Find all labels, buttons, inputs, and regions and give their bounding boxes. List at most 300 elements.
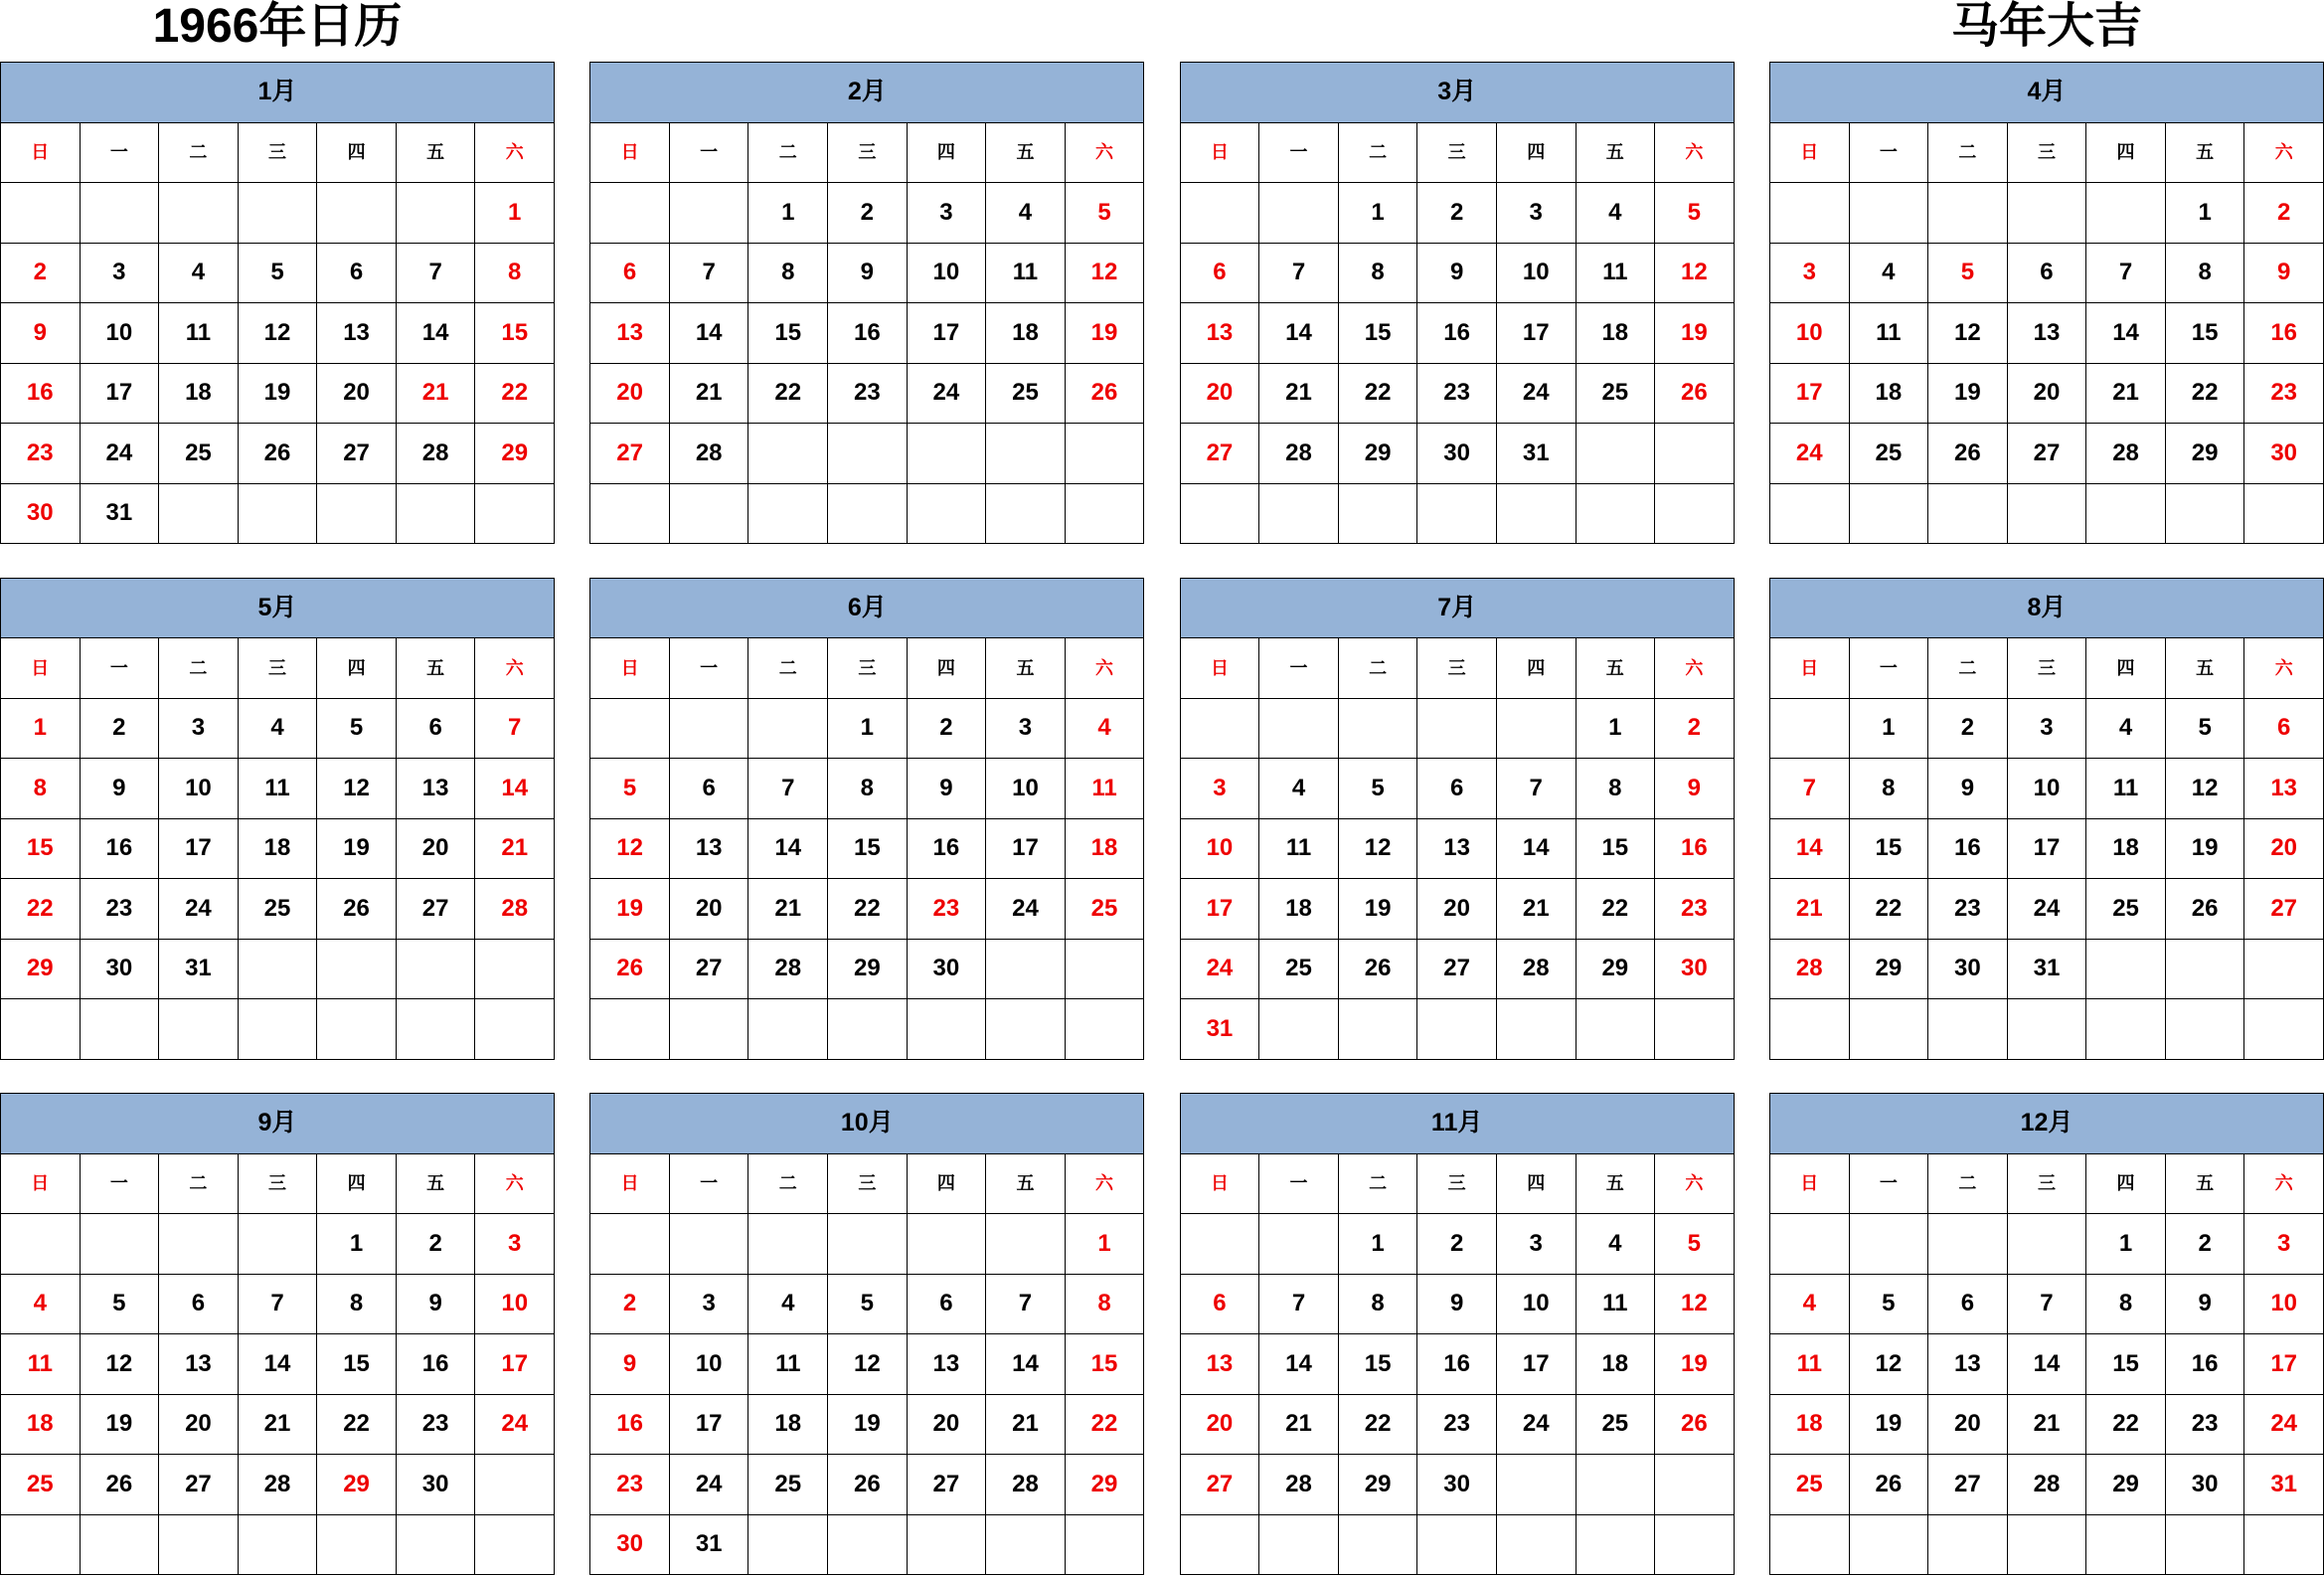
weekday-label: 四 <box>1497 123 1577 184</box>
day-cell: 13 <box>1181 303 1260 364</box>
day-cell: 25 <box>239 879 318 940</box>
day-cell: 15 <box>2166 303 2245 364</box>
weekday-label: 四 <box>317 1154 397 1215</box>
day-cell: 14 <box>1259 303 1339 364</box>
empty-day-cell <box>1850 1515 1929 1576</box>
day-cell: 14 <box>2008 1334 2087 1395</box>
day-cell: 3 <box>2008 699 2087 760</box>
day-cell: 28 <box>748 940 828 1000</box>
empty-day-cell <box>2008 999 2087 1060</box>
day-cell: 22 <box>828 879 908 940</box>
day-cell: 4 <box>1577 183 1656 244</box>
day-cell: 8 <box>1339 1275 1418 1335</box>
weekday-label: 日 <box>1770 1154 1850 1215</box>
weekday-label: 四 <box>908 638 987 699</box>
day-cell: 20 <box>590 364 670 425</box>
day-cell: 9 <box>81 759 160 819</box>
weekday-label: 六 <box>475 1154 555 1215</box>
empty-day-cell <box>1181 484 1260 545</box>
day-cell: 20 <box>1417 879 1497 940</box>
day-cell: 23 <box>908 879 987 940</box>
day-cell: 18 <box>1066 819 1145 880</box>
day-cell: 7 <box>475 699 555 760</box>
day-cell: 24 <box>2008 879 2087 940</box>
empty-day-cell <box>1339 1515 1418 1576</box>
empty-day-cell <box>2008 484 2087 545</box>
empty-day-cell <box>986 484 1066 545</box>
weekday-label: 五 <box>986 638 1066 699</box>
day-cell: 10 <box>159 759 239 819</box>
day-cell: 14 <box>475 759 555 819</box>
empty-day-cell <box>1181 183 1260 244</box>
day-cell: 6 <box>1417 759 1497 819</box>
weekday-label: 一 <box>1850 1154 1929 1215</box>
empty-day-cell <box>1 999 81 1060</box>
day-cell: 4 <box>1259 759 1339 819</box>
empty-day-cell <box>317 999 397 1060</box>
day-cell: 16 <box>1 364 81 425</box>
day-cell: 11 <box>2086 759 2166 819</box>
day-cell: 6 <box>1928 1275 2008 1335</box>
day-cell: 29 <box>1850 940 1929 1000</box>
weekday-label: 三 <box>239 1154 318 1215</box>
weekday-label: 一 <box>670 1154 749 1215</box>
day-cell: 21 <box>475 819 555 880</box>
day-cell: 9 <box>1928 759 2008 819</box>
weekday-label: 六 <box>1655 123 1735 184</box>
empty-day-cell <box>2008 183 2087 244</box>
empty-day-cell <box>1850 999 1929 1060</box>
day-cell: 12 <box>828 1334 908 1395</box>
day-cell: 20 <box>317 364 397 425</box>
day-cell: 15 <box>1577 819 1656 880</box>
day-cell: 18 <box>2086 819 2166 880</box>
day-cell: 11 <box>1850 303 1929 364</box>
day-cell: 9 <box>590 1334 670 1395</box>
month-title: 8月 <box>1770 579 2324 639</box>
month-calendar-9 <box>0 1093 555 1575</box>
empty-day-cell <box>1928 484 2008 545</box>
day-cell: 21 <box>397 364 476 425</box>
weekday-label: 六 <box>2244 123 2324 184</box>
day-cell: 12 <box>81 1334 160 1395</box>
day-cell: 7 <box>1770 759 1850 819</box>
day-cell: 22 <box>1577 879 1656 940</box>
day-cell: 21 <box>1259 1395 1339 1456</box>
weekday-label: 五 <box>2166 1154 2245 1215</box>
weekday-label: 日 <box>1181 638 1260 699</box>
day-cell: 10 <box>81 303 160 364</box>
day-cell: 30 <box>1655 940 1735 1000</box>
day-cell: 30 <box>2244 424 2324 484</box>
day-cell: 9 <box>908 759 987 819</box>
weekday-label: 二 <box>159 638 239 699</box>
weekday-label: 四 <box>908 1154 987 1215</box>
day-cell: 10 <box>2008 759 2087 819</box>
empty-day-cell <box>2244 484 2324 545</box>
weekday-label: 四 <box>317 123 397 184</box>
empty-day-cell <box>1770 484 1850 545</box>
day-cell: 12 <box>317 759 397 819</box>
day-cell: 3 <box>1497 183 1577 244</box>
empty-day-cell <box>1577 484 1656 545</box>
day-cell: 6 <box>908 1275 987 1335</box>
weekday-label: 六 <box>2244 638 2324 699</box>
day-cell: 29 <box>475 424 555 484</box>
day-cell: 10 <box>908 244 987 304</box>
day-cell: 28 <box>1770 940 1850 1000</box>
weekday-label: 一 <box>1850 123 1929 184</box>
weekday-label: 一 <box>1259 638 1339 699</box>
empty-day-cell <box>475 999 555 1060</box>
month-calendar-8 <box>1769 578 2324 1060</box>
empty-day-cell <box>1259 484 1339 545</box>
empty-day-cell <box>1577 424 1656 484</box>
day-cell: 14 <box>1497 819 1577 880</box>
day-cell: 17 <box>1497 1334 1577 1395</box>
day-cell: 6 <box>1181 1275 1260 1335</box>
weekday-label: 日 <box>1770 123 1850 184</box>
empty-day-cell <box>590 484 670 545</box>
day-cell: 12 <box>1655 244 1735 304</box>
empty-day-cell <box>159 183 239 244</box>
empty-day-cell <box>317 484 397 545</box>
empty-day-cell <box>2086 484 2166 545</box>
weekday-label: 三 <box>1417 123 1497 184</box>
weekday-label: 一 <box>81 638 160 699</box>
day-cell: 9 <box>1417 244 1497 304</box>
empty-day-cell <box>670 999 749 1060</box>
empty-day-cell <box>2166 999 2245 1060</box>
day-cell: 1 <box>1577 699 1656 760</box>
day-cell: 14 <box>670 303 749 364</box>
day-cell: 17 <box>1181 879 1260 940</box>
day-cell: 23 <box>397 1395 476 1456</box>
weekday-label: 六 <box>1066 123 1145 184</box>
day-cell: 12 <box>1850 1334 1929 1395</box>
day-cell: 28 <box>475 879 555 940</box>
empty-day-cell <box>397 484 476 545</box>
day-cell: 2 <box>2166 1214 2245 1275</box>
day-cell: 13 <box>159 1334 239 1395</box>
day-cell: 17 <box>670 1395 749 1456</box>
day-cell: 3 <box>1497 1214 1577 1275</box>
empty-day-cell <box>397 940 476 1000</box>
day-cell: 7 <box>1259 244 1339 304</box>
day-cell: 2 <box>397 1214 476 1275</box>
empty-day-cell <box>1497 484 1577 545</box>
weekday-label: 五 <box>397 638 476 699</box>
weekday-label: 三 <box>828 123 908 184</box>
empty-day-cell <box>1417 999 1497 1060</box>
weekday-label: 二 <box>159 1154 239 1215</box>
day-cell: 27 <box>1928 1455 2008 1515</box>
day-cell: 28 <box>1259 424 1339 484</box>
weekday-label: 二 <box>1928 123 2008 184</box>
calendar-grid <box>0 62 2324 1575</box>
day-cell: 17 <box>2008 819 2087 880</box>
day-cell: 2 <box>1 244 81 304</box>
weekday-label: 一 <box>81 1154 160 1215</box>
day-cell: 30 <box>1928 940 2008 1000</box>
weekday-label: 一 <box>1259 1154 1339 1215</box>
day-cell: 21 <box>670 364 749 425</box>
day-cell: 2 <box>908 699 987 760</box>
empty-day-cell <box>1066 424 1145 484</box>
empty-day-cell <box>670 183 749 244</box>
day-cell: 26 <box>317 879 397 940</box>
day-cell: 9 <box>2244 244 2324 304</box>
day-cell: 8 <box>748 244 828 304</box>
day-cell: 18 <box>986 303 1066 364</box>
day-cell: 7 <box>2008 1275 2087 1335</box>
empty-day-cell <box>1259 1214 1339 1275</box>
day-cell: 24 <box>2244 1395 2324 1456</box>
empty-day-cell <box>1497 1515 1577 1576</box>
weekday-label: 日 <box>1181 123 1260 184</box>
day-cell: 1 <box>1850 699 1929 760</box>
day-cell: 11 <box>239 759 318 819</box>
month-title: 9月 <box>1 1094 555 1154</box>
weekday-label: 二 <box>748 1154 828 1215</box>
day-cell: 11 <box>1577 1275 1656 1335</box>
day-cell: 12 <box>239 303 318 364</box>
day-cell: 11 <box>1 1334 81 1395</box>
empty-day-cell <box>317 940 397 1000</box>
day-cell: 11 <box>1770 1334 1850 1395</box>
day-cell: 17 <box>81 364 160 425</box>
weekday-label: 三 <box>239 123 318 184</box>
day-cell: 3 <box>908 183 987 244</box>
empty-day-cell <box>908 1214 987 1275</box>
day-cell: 4 <box>1850 244 1929 304</box>
empty-day-cell <box>397 183 476 244</box>
day-cell: 13 <box>1417 819 1497 880</box>
empty-day-cell <box>475 484 555 545</box>
day-cell: 25 <box>159 424 239 484</box>
day-cell: 4 <box>239 699 318 760</box>
empty-day-cell <box>2244 940 2324 1000</box>
month-title: 5月 <box>1 579 555 639</box>
day-cell: 31 <box>1181 999 1260 1060</box>
empty-day-cell <box>1928 1515 2008 1576</box>
day-cell: 9 <box>1655 759 1735 819</box>
empty-day-cell <box>239 484 318 545</box>
day-cell: 16 <box>828 303 908 364</box>
month-calendar-7 <box>1180 578 1735 1060</box>
day-cell: 26 <box>828 1455 908 1515</box>
weekday-label: 二 <box>1928 1154 2008 1215</box>
day-cell: 20 <box>908 1395 987 1456</box>
day-cell: 19 <box>1655 303 1735 364</box>
day-cell: 17 <box>2244 1334 2324 1395</box>
day-cell: 23 <box>1 424 81 484</box>
day-cell: 10 <box>986 759 1066 819</box>
weekday-label: 六 <box>1655 1154 1735 1215</box>
empty-day-cell <box>1 183 81 244</box>
day-cell: 3 <box>1770 244 1850 304</box>
month-title: 2月 <box>590 63 1144 123</box>
day-cell: 21 <box>2086 364 2166 425</box>
weekday-label: 二 <box>748 123 828 184</box>
day-cell: 28 <box>1259 1455 1339 1515</box>
empty-day-cell <box>1066 940 1145 1000</box>
weekday-label: 五 <box>1577 123 1656 184</box>
day-cell: 1 <box>317 1214 397 1275</box>
empty-day-cell <box>1928 999 2008 1060</box>
day-cell: 5 <box>1850 1275 1929 1335</box>
weekday-label: 四 <box>317 638 397 699</box>
weekday-label: 一 <box>670 123 749 184</box>
empty-day-cell <box>1181 699 1260 760</box>
empty-day-cell <box>1259 183 1339 244</box>
day-cell: 18 <box>239 819 318 880</box>
month-title: 12月 <box>1770 1094 2324 1154</box>
day-cell: 3 <box>670 1275 749 1335</box>
day-cell: 6 <box>2244 699 2324 760</box>
day-cell: 3 <box>986 699 1066 760</box>
day-cell: 30 <box>81 940 160 1000</box>
month-title: 7月 <box>1181 579 1735 639</box>
day-cell: 13 <box>317 303 397 364</box>
day-cell: 20 <box>1181 364 1260 425</box>
empty-day-cell <box>1770 183 1850 244</box>
day-cell: 8 <box>1850 759 1929 819</box>
day-cell: 7 <box>1497 759 1577 819</box>
empty-day-cell <box>590 183 670 244</box>
empty-day-cell <box>828 999 908 1060</box>
day-cell: 2 <box>828 183 908 244</box>
day-cell: 3 <box>475 1214 555 1275</box>
weekday-label: 五 <box>397 123 476 184</box>
day-cell: 28 <box>239 1455 318 1515</box>
day-cell: 19 <box>2166 819 2245 880</box>
day-cell: 22 <box>2086 1395 2166 1456</box>
day-cell: 2 <box>2244 183 2324 244</box>
month-title: 10月 <box>590 1094 1144 1154</box>
empty-day-cell <box>670 699 749 760</box>
day-cell: 29 <box>317 1455 397 1515</box>
month-calendar-12 <box>1769 1093 2324 1575</box>
empty-day-cell <box>1655 1515 1735 1576</box>
day-cell: 15 <box>748 303 828 364</box>
day-cell: 29 <box>1 940 81 1000</box>
empty-day-cell <box>828 1214 908 1275</box>
day-cell: 29 <box>828 940 908 1000</box>
day-cell: 30 <box>397 1455 476 1515</box>
weekday-label: 二 <box>1928 638 2008 699</box>
day-cell: 25 <box>1 1455 81 1515</box>
empty-day-cell <box>1655 1455 1735 1515</box>
day-cell: 2 <box>1655 699 1735 760</box>
weekday-label: 二 <box>748 638 828 699</box>
empty-day-cell <box>1066 999 1145 1060</box>
day-cell: 24 <box>908 364 987 425</box>
day-cell: 7 <box>2086 244 2166 304</box>
day-cell: 20 <box>2008 364 2087 425</box>
day-cell: 3 <box>1181 759 1260 819</box>
day-cell: 27 <box>159 1455 239 1515</box>
day-cell: 22 <box>1339 364 1418 425</box>
empty-day-cell <box>239 1515 318 1576</box>
empty-day-cell <box>2008 1214 2087 1275</box>
day-cell: 5 <box>1339 759 1418 819</box>
empty-day-cell <box>1655 424 1735 484</box>
weekday-label: 一 <box>1259 123 1339 184</box>
day-cell: 24 <box>986 879 1066 940</box>
day-cell: 27 <box>1181 424 1260 484</box>
day-cell: 30 <box>2166 1455 2245 1515</box>
day-cell: 27 <box>397 879 476 940</box>
empty-day-cell <box>748 1214 828 1275</box>
day-cell: 21 <box>748 879 828 940</box>
empty-day-cell <box>1770 1515 1850 1576</box>
month-calendar-2 <box>589 62 1144 544</box>
day-cell: 25 <box>1577 1395 1656 1456</box>
weekday-label: 二 <box>1339 1154 1418 1215</box>
weekday-label: 日 <box>1770 638 1850 699</box>
day-cell: 17 <box>475 1334 555 1395</box>
day-cell: 2 <box>590 1275 670 1335</box>
empty-day-cell <box>2166 484 2245 545</box>
day-cell: 17 <box>908 303 987 364</box>
empty-day-cell <box>475 1455 555 1515</box>
day-cell: 23 <box>1655 879 1735 940</box>
day-cell: 29 <box>2166 424 2245 484</box>
day-cell: 26 <box>590 940 670 1000</box>
empty-day-cell <box>159 999 239 1060</box>
day-cell: 22 <box>2166 364 2245 425</box>
day-cell: 5 <box>828 1275 908 1335</box>
day-cell: 22 <box>748 364 828 425</box>
weekday-label: 五 <box>1577 1154 1656 1215</box>
empty-day-cell <box>748 699 828 760</box>
day-cell: 19 <box>239 364 318 425</box>
day-cell: 15 <box>1339 303 1418 364</box>
weekday-label: 六 <box>2244 1154 2324 1215</box>
day-cell: 4 <box>1770 1275 1850 1335</box>
day-cell: 7 <box>239 1275 318 1335</box>
day-cell: 22 <box>1339 1395 1418 1456</box>
day-cell: 3 <box>2244 1214 2324 1275</box>
empty-day-cell <box>1066 484 1145 545</box>
day-cell: 1 <box>2166 183 2245 244</box>
day-cell: 21 <box>1497 879 1577 940</box>
day-cell: 13 <box>670 819 749 880</box>
day-cell: 27 <box>670 940 749 1000</box>
empty-day-cell <box>748 1515 828 1576</box>
day-cell: 16 <box>1417 303 1497 364</box>
empty-day-cell <box>1770 699 1850 760</box>
empty-day-cell <box>986 1214 1066 1275</box>
day-cell: 25 <box>1577 364 1656 425</box>
weekday-label: 三 <box>1417 1154 1497 1215</box>
day-cell: 8 <box>2086 1275 2166 1335</box>
day-cell: 3 <box>81 244 160 304</box>
day-cell: 1 <box>828 699 908 760</box>
day-cell: 20 <box>2244 819 2324 880</box>
day-cell: 19 <box>1928 364 2008 425</box>
day-cell: 15 <box>828 819 908 880</box>
day-cell: 6 <box>1181 244 1260 304</box>
empty-day-cell <box>590 999 670 1060</box>
day-cell: 24 <box>1181 940 1260 1000</box>
weekday-label: 三 <box>2008 1154 2087 1215</box>
weekday-label: 五 <box>397 1154 476 1215</box>
day-cell: 18 <box>1259 879 1339 940</box>
day-cell: 25 <box>1850 424 1929 484</box>
day-cell: 6 <box>317 244 397 304</box>
